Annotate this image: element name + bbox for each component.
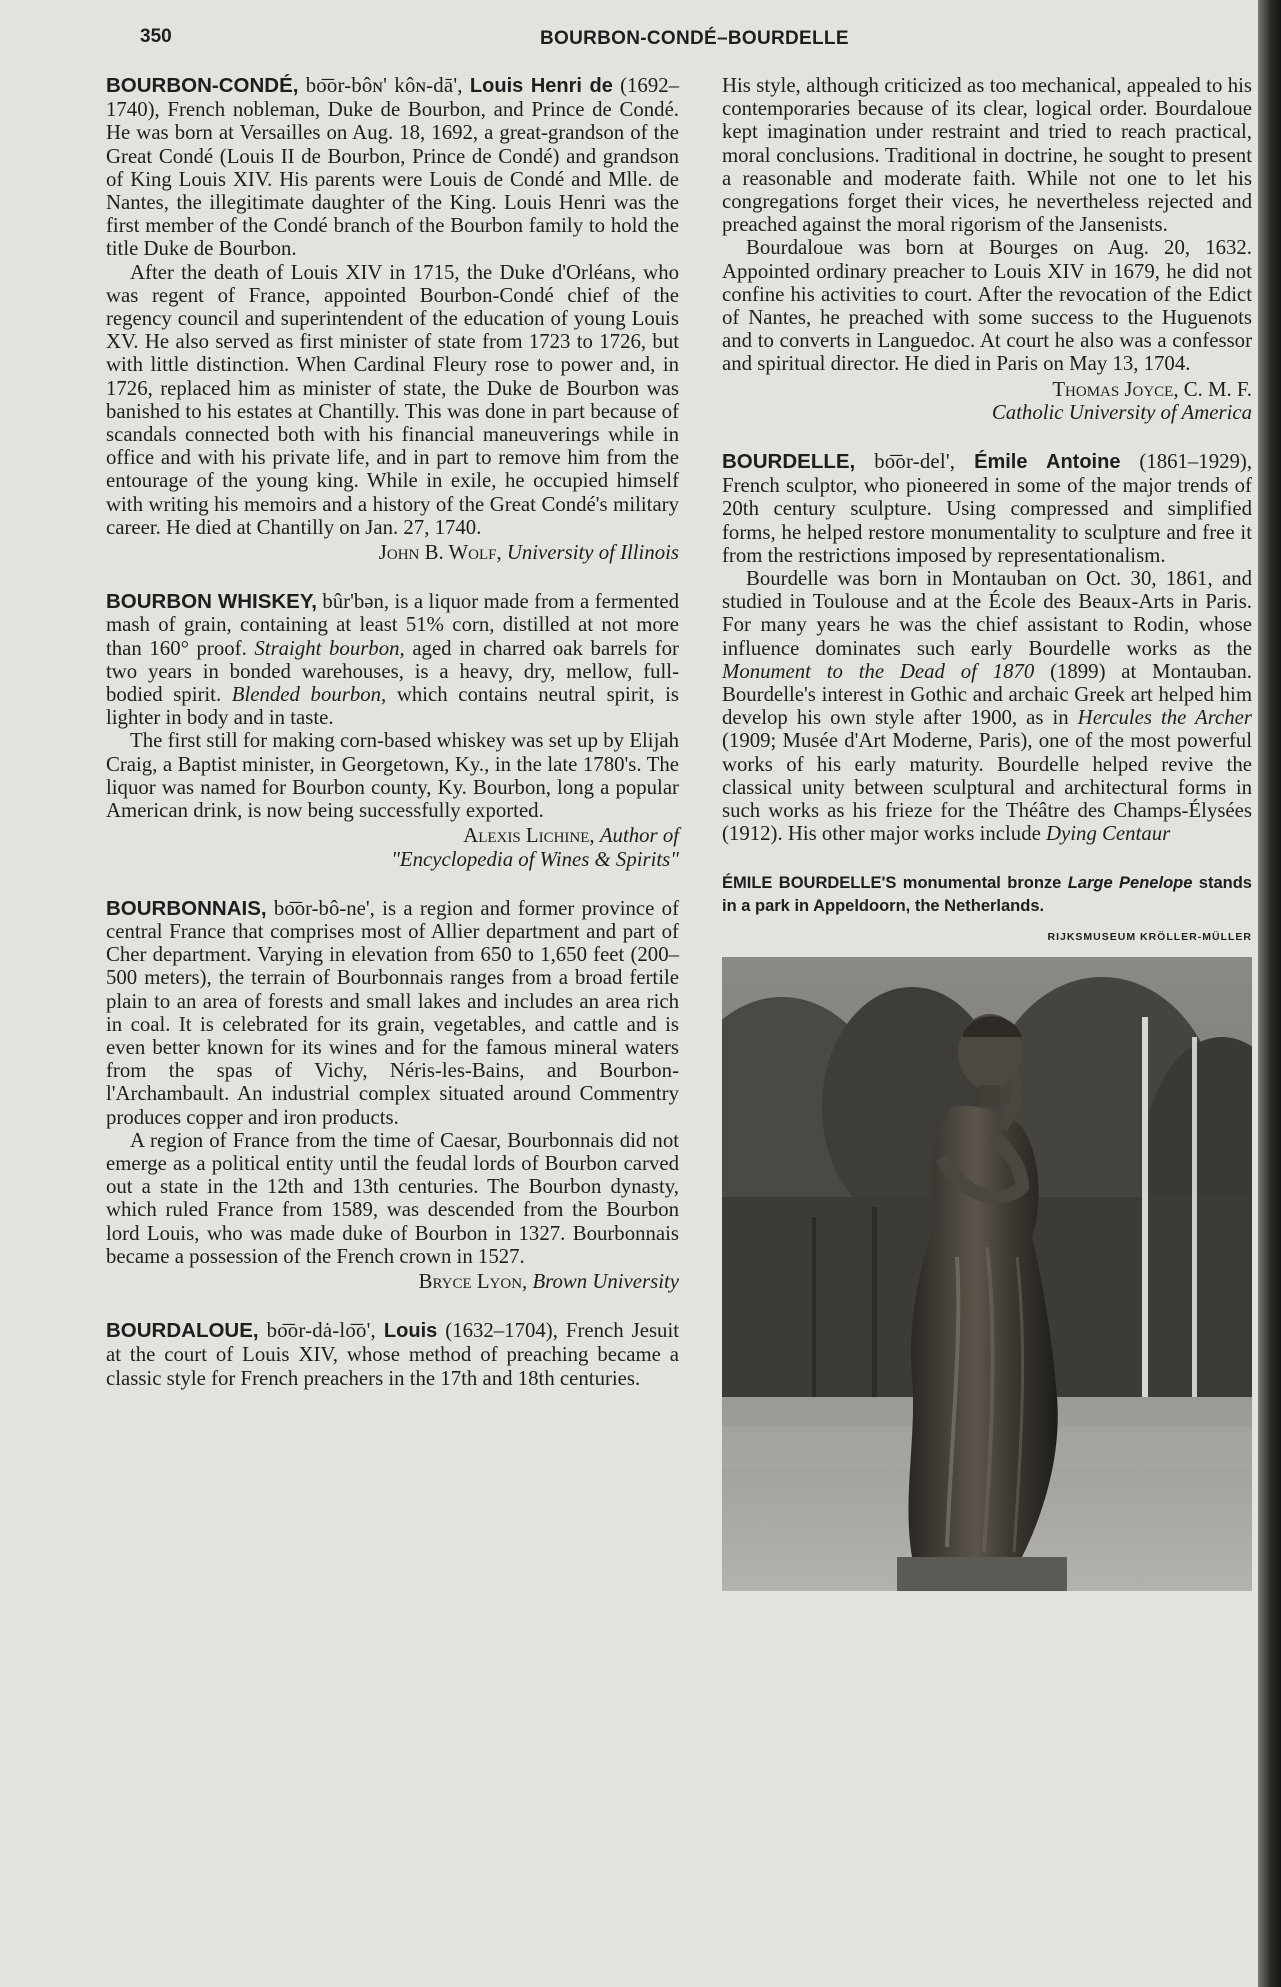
author-name: Bryce Lyon, xyxy=(418,1269,528,1293)
page-number: 350 xyxy=(140,26,172,47)
entry-name: Louis Henri de xyxy=(469,75,613,97)
author-affiliation: Author of xyxy=(599,824,679,848)
byline xyxy=(106,1270,679,1293)
pronunciation: bo͞or-dȧ-lo͞o', xyxy=(266,1319,376,1343)
page-edge-shadow xyxy=(1258,0,1281,1987)
entry-bourdelle xyxy=(722,450,1252,845)
paragraph-text: which contains neutral spirit, is lighter in body and in taste. xyxy=(106,683,679,730)
entry-bourbonnais xyxy=(106,897,679,1293)
running-head xyxy=(140,22,1258,52)
paragraph-text: (1692–1740), French nobleman, Duke de Bourbon, and Prince de Condé. He was born at Versailles on Aug. 18, 1692, a great-grandson of the Great Condé (Louis II de Bourbon, Prince de Condé) and grandson of King Louis XIV. His parents were Louis de Condé and Mlle. de Nantes, the illegitimate daughter of the King. Louis Henri was the first member of the Condé branch of the Bourbon family to hold the title Duke de Bourbon. xyxy=(106,74,680,261)
author-name: John B. Wolf, xyxy=(378,541,502,565)
author-affiliation: "Encyclopedia of Wines & Spirits" xyxy=(391,847,679,871)
paragraph-text: Bourdelle was born in Montauban on Oct. 30, 1861, and studied in Toulouse and at the École des Beaux-Arts in Paris. For many years he was the chief assistant to Rodin, whose influence dominates such early Bourdelle works as the xyxy=(722,567,1252,660)
entry-bourbon-conde xyxy=(106,74,679,564)
paragraph-text: A region of France from the time of Caesar, Bourbonnais did not emerge as a political entity until the feudal lords of Bourbon carved out a state in the 12th and 13th centuries. The Bourbon dynasty, which ruled France from 1589, was descended from the Bourbon lord Louis, who was made duke of Bourbon in 1327. Bourbonnais became a possession of the French crown in 1527. xyxy=(106,1128,679,1268)
pronunciation: bo͞or-bôɴ' kôɴ-dā', xyxy=(305,74,463,97)
paragraph-text: (1632–1704), French Jesuit at the court of Louis XIV, whose method of preaching became a classic style for French preachers in the 17th and 18th centuries. xyxy=(106,1319,680,1390)
headword: BOURDALOUE, xyxy=(106,1319,259,1343)
author-affiliation: Catholic University of America xyxy=(991,400,1252,424)
entry-bourbon-whiskey xyxy=(106,590,679,870)
paragraph-text: (1899) at Montauban. Bourdelle's interest in Gothic and archaic Greek art helped him develop his own style after 1900, as in xyxy=(722,659,1253,730)
italic-term: Blended bourbon, xyxy=(231,683,387,707)
paragraph-text: bo͞or-bô-ne', is a region and former province of central France that comprises most of Allier department and part of Cher department. Varying in elevation from 650 to 1,650 feet (200–500 meters), the terrain of Bourbonnais ranges from a broad fertile plain to an area of forests and small lakes and includes an area rich in coal. It is celebrated for its grain, vegetables, and cattle and is even better known for its wines and for the famous mineral waters from the spas of Vichy, Néris-les-Bains, and Bourbon-l'Archambault. An industrial complex situated around Commentry produces copper and iron products. xyxy=(106,896,680,1129)
pronunciation: bo͞or-del', xyxy=(874,450,956,474)
author-affiliation: Brown University xyxy=(532,1269,679,1293)
entry-bourdaloue xyxy=(106,1319,679,1390)
entry-bourdaloue-continued xyxy=(722,74,1252,424)
running-title: BOURBON-CONDÉ–BOURDELLE xyxy=(540,28,849,49)
figure-caption xyxy=(722,872,1252,918)
sculpture-illustration xyxy=(722,957,1252,1591)
caption-title: Large Penelope xyxy=(1067,873,1193,892)
caption-text: ÉMILE BOURDELLE'S monumental bronze xyxy=(722,873,1062,892)
byline xyxy=(106,824,679,870)
byline xyxy=(106,541,679,564)
paragraph-text: Bourdaloue was born at Bourges on Aug. 20, 1632. Appointed ordinary preacher to Louis XIV in 1679, he did not confine his activities to court. After the revocation of the Edict of Nantes, he preached with some success to the Huguenots and to converts in Languedoc. At court he also was a confessor and spiritual director. He died in Paris on May 13, 1704. xyxy=(722,236,1252,376)
italic-term: Monument to the Dead of 1870 xyxy=(722,659,1035,683)
entry-name: Émile Antoine xyxy=(974,451,1121,474)
paragraph-text: The first still for making corn-based whiskey was set up by Elijah Craig, a Baptist minister, in Georgetown, Ky., in the late 1780's. The liquor was named for Bourbon county, Ky. Bourbon, long a popular American drink, is now being successfully exported. xyxy=(106,729,679,823)
entry-name: Louis xyxy=(383,1320,438,1343)
photo-credit: RIJKSMUSEUM KRÖLLER-MÜLLER xyxy=(1047,930,1252,943)
byline xyxy=(722,378,1252,424)
paragraph-text: (1861–1929), French sculptor, who pioneered in some of the major trends of 20th century sculpture. Using compressed and simplified forms, he helped restore monumentality to sculpture and free it from the restrictions imposed by representationalism. xyxy=(722,450,1253,567)
author-name: Alexis Lichine, xyxy=(463,824,595,848)
headword: BOURBON-CONDÉ, xyxy=(106,74,299,97)
right-column xyxy=(722,74,1252,1963)
paragraph-text: aged in charred oak barrels for two years in bonded warehouses, is a heavy, dry, mellow, full-bodied spirit. xyxy=(106,636,679,707)
italic-term: Straight bourbon, xyxy=(254,636,405,660)
author-affiliation: University of Illinois xyxy=(506,541,679,565)
paragraph-text: His style, although criticized as too mechanical, appealed to his contemporaries because of its clear, logical order. Bourdaloue kept imagination under restraint and tried to reach practical, moral conclusions. Traditional in doctrine, he sought to present a reasonable and moderate faith. While not one to let his congregations forget their vices, he nevertheless rejected and preached against the moral rigorism of the Jansenists. xyxy=(722,74,1252,237)
headword: BOURBON WHISKEY, xyxy=(106,590,317,614)
italic-term: Dying Centaur xyxy=(1046,822,1171,846)
sculpture-photo xyxy=(722,957,1252,1591)
italic-term: Hercules the Archer xyxy=(1077,706,1253,730)
paragraph-text: After the death of Louis XIV in 1715, the Duke d'Orléans, who was regent of France, appointed Bourbon-Condé chief of the regency council and superintendent of the education of young Louis XV. He also served as first minister of state from 1723 to 1726, but with little distinction. When Cardinal Fleury rose to power and, in 1726, replaced him as minister of state, the Duke de Bourbon was banished to his estates at Chantilly. This was done in part because of scandals connected both with his financial maneuverings while in office and with his private life, and in part to remove him from the entourage of the young king. While in exile, he occupied himself with writing his memoirs and a history of the Great Condé's military career. He died at Chantilly on Jan. 27, 1740. xyxy=(106,260,679,539)
headword: BOURBONNAIS, xyxy=(106,896,267,920)
paragraph-text: bûr'bən, is a liquor made from a fermented mash of grain, containing at least 51% corn, distilled at not more than 160° proof. xyxy=(106,590,679,660)
left-column xyxy=(106,74,679,1963)
paragraph-text: (1909; Musée d'Art Moderne, Paris), one of the most powerful works of his early maturity. Bourdelle helped revive the classical unity between sculptural and architectural forms in such works as his frieze for the Théâtre des Champs-Élysées (1912). His other major works include xyxy=(722,729,1252,846)
caption-text: stands in a park in Appeldoorn, the Netherlands. xyxy=(722,873,1252,915)
author-name: Thomas Joyce, C. M. F. xyxy=(1052,377,1252,401)
headword: BOURDELLE, xyxy=(722,450,856,474)
